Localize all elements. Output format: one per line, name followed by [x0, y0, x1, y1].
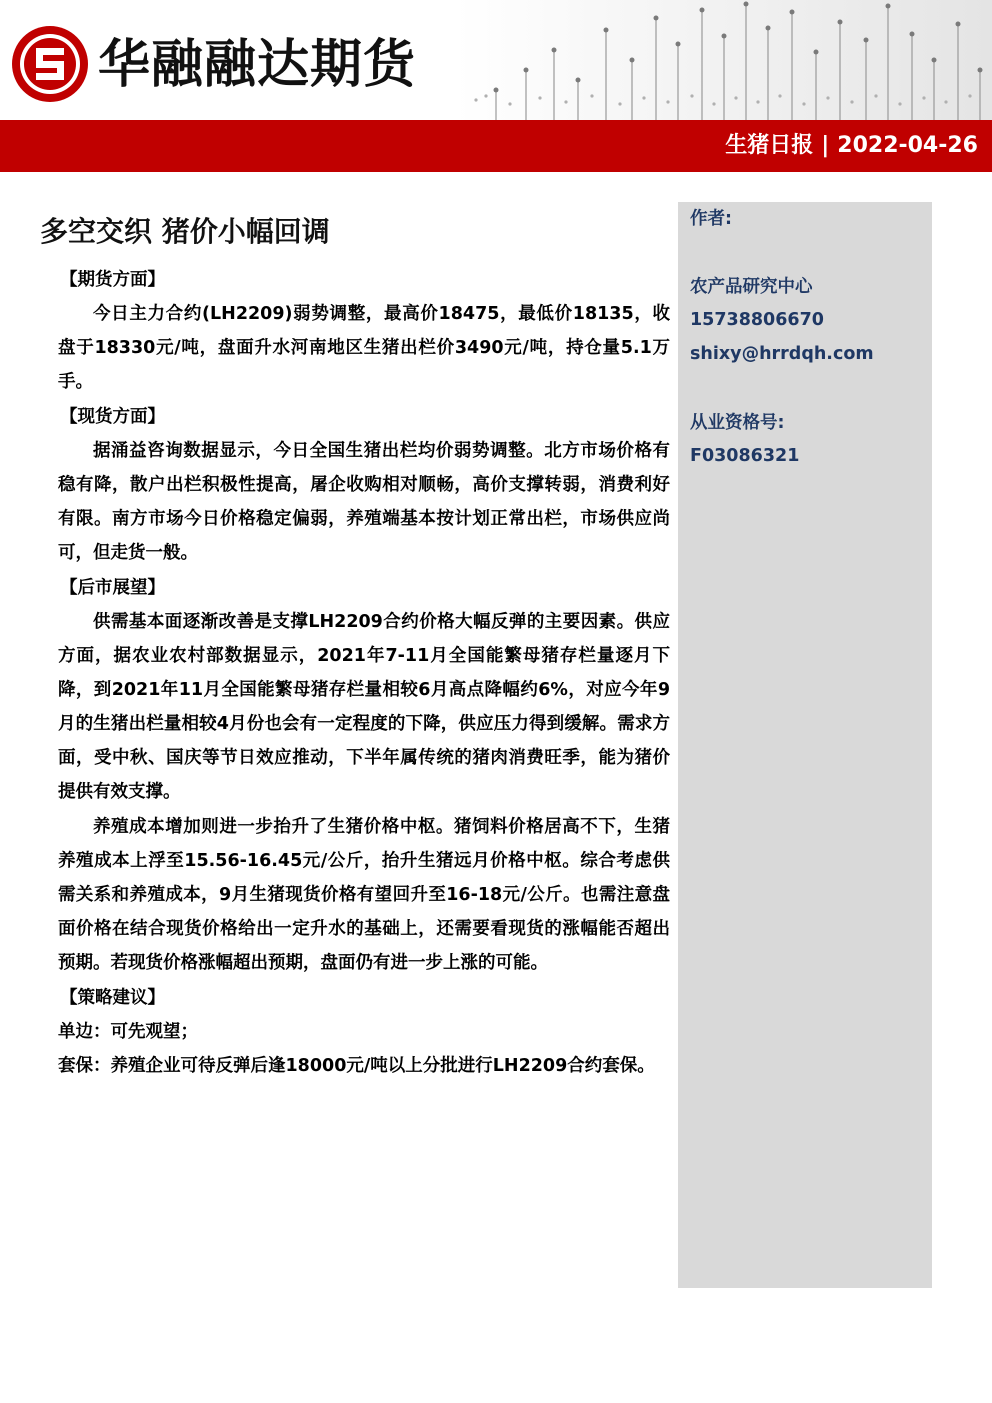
author-email[interactable]: shixy@hrrdqh.com: [690, 344, 874, 364]
author-phone: 15738806670: [690, 310, 824, 330]
futures-paragraph: 今日主力合约(LH2209)弱势调整，最高价18475，最低价18135，收盘于18330元/吨，盘面升水河南地区生猪出栏价3490元/吨，持仓量5.1万手。: [58, 304, 670, 392]
author-label: 作者:: [690, 209, 732, 229]
report-type: 生猪日报: [725, 133, 814, 158]
outlook-paragraph-2: 养殖成本增加则进一步抬升了生猪价格中枢。猪饲料价格居高不下，生猪养殖成本上浮至15.56-16.45元/公斤，抬升生猪远月价格中枢。综合考虑供需关系和养殖成本，9月生猪现货价格有望回升至16-18元/公斤。也需注意盘面价格在结合现货价格给出一定升水的基础上，还需要看现货的涨幅能否超出预期。若现货价格涨幅超出预期，盘面仍有进一步上涨的可能。: [58, 817, 670, 973]
report-date: 2022-04-26: [837, 133, 978, 158]
section-heading-outlook: 【后市展望】: [60, 578, 165, 598]
company-logo-icon: [10, 24, 90, 104]
spot-paragraph: 据涌益咨询数据显示，今日全国生猪出栏均价弱势调整。北方市场价格有稳有降，散户出栏积极性提高，屠企收购相对顺畅，高价支撑转弱，消费利好有限。南方市场今日价格稳定偏弱，养殖端基本按计划正常出栏，市场供应尚可，但走货一般。: [58, 441, 670, 563]
section-heading-futures: 【期货方面】: [60, 270, 165, 290]
page-header: [0, 0, 992, 120]
strategy-single: 单边：可先观望；: [58, 1022, 198, 1042]
report-title: 多空交织 猪价小幅回调: [40, 215, 330, 248]
report-type-date: [725, 120, 978, 172]
license-number: F03086321: [690, 446, 800, 466]
author-sidebar: [678, 202, 932, 1288]
company-name: 华融融达期货: [98, 35, 417, 95]
license-label: 从业资格号:: [690, 413, 785, 433]
report-body: [58, 263, 670, 1083]
section-heading-strategy: 【策略建议】: [60, 988, 165, 1008]
strategy-hedge: 套保：养殖企业可待反弹后逢18000元/吨以上分批进行LH2209合约套保。: [58, 1056, 655, 1076]
header-separator: |: [821, 133, 830, 158]
outlook-paragraph-1: 供需基本面逐渐改善是支撑LH2209合约价格大幅反弹的主要因素。供应方面，据农业农村部数据显示，2021年7-11月全国能繁母猪存栏量逐月下降，到2021年11月全国能繁母猪存栏量相较6月高点降幅约6%，对应今年9月的生猪出栏量相较4月份也会有一定程度的下降，供应压力得到缓解。需求方面，受中秋、国庆等节日效应推动，下半年属传统的猪肉消费旺季，能为猪价提供有效支撑。: [58, 612, 670, 802]
header-decoration: [456, 0, 992, 120]
author-dept: 农产品研究中心: [690, 277, 813, 297]
section-heading-spot: 【现货方面】: [60, 407, 165, 427]
